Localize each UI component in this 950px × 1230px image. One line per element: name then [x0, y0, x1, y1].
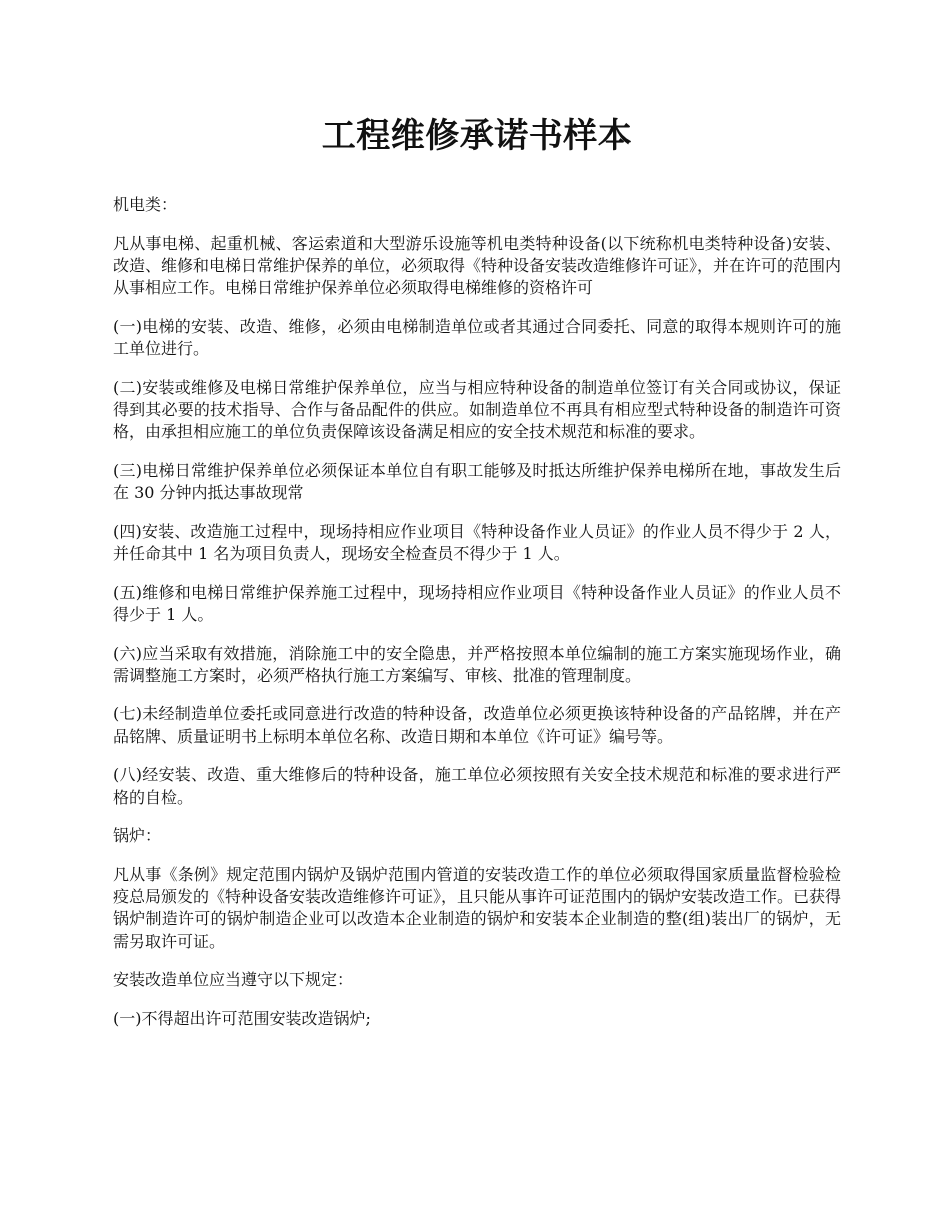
paragraph-item-8: (八)经安装、改造、重大维修后的特种设备，施工单位必须按照有关安全技术规范和标准的要求进行严格的自检。 — [113, 765, 841, 807]
paragraph-boiler-item-1: (一)不得超出许可范围安装改造锅炉; — [113, 1008, 371, 1028]
paragraph-item-5: (五)维修和电梯日常维护保养施工过程中，现场持相应作业项目《特种设备作业人员证》的作业人员不得少于 1 人。 — [113, 582, 841, 624]
document-title: 工程维修承诺书样本 — [321, 116, 633, 156]
paragraph-intro-boiler: 凡从事《条例》规定范围内锅炉及锅炉范围内管道的安装改造工作的单位必须取得国家质量监督检验检疫总局颁发的《特种设备安装改造维修许可证》，且只能从事许可证范围内的锅炉安装改造工作。已获得锅炉制造许可的锅炉制造企业可以改造本企业制造的锅炉和安装本企业制造的整(组)装出厂的锅炉，无需另取许可证。 — [113, 864, 842, 951]
section-heading-electromechanical: 机电类： — [113, 195, 178, 214]
paragraph-intro-electromechanical: 凡从事电梯、起重机械、客运索道和大型游乐设施等机电类特种设备(以下统称机电类特种设备)安装、改造、维修和电梯日常维护保养的单位，必须取得《特种设备安装改造维修许可证》，并在许可的范围内从事相应工作。电梯日常维护保养单位必须取得电梯维修的资格许可 — [113, 233, 842, 298]
paragraph-item-2: (二)安装或维修及电梯日常维护保养单位，应当与相应特种设备的制造单位签订有关合同或协议，保证得到其必要的技术指导、合作与备品配件的供应。如制造单位不再具有相应型式特种设备的制造许可资格，由承担相应施工的单位负责保障该设备满足相应的安全技术规范和标准的要求。 — [113, 377, 841, 442]
document-page — [113, 112, 841, 1047]
paragraph-boiler-rules-lead: 安装改造单位应当遵守以下规定： — [113, 970, 354, 990]
paragraph-item-3: (三)电梯日常维护保养单位必须保证本单位自有职工能够及时抵达所维护保养电梯所在地，事故发生后在 30 分钟内抵达事故现常 — [113, 460, 841, 503]
paragraph-item-7: (七)未经制造单位委托或同意进行改造的特种设备，改造单位必须更换该特种设备的产品铭牌，并在产品铭牌、质量证明书上标明本单位名称、改造日期和本单位《许可证》编号等。 — [113, 704, 841, 746]
paragraph-item-4: (四)安装、改造施工过程中，现场持相应作业项目《特种设备作业人员证》的作业人员不得少于 2 人，并任命其中 1 名为项目负责人，现场安全检查员不得少于 1 人。 — [113, 521, 841, 563]
paragraph-item-6: (六)应当采取有效措施，消除施工中的安全隐患，并严格按照本单位编制的施工方案实施现场作业，确需调整施工方案时，必须严格执行施工方案编写、审核、批准的管理制度。 — [113, 643, 841, 685]
section-heading-boiler: 锅炉： — [113, 826, 162, 846]
paragraph-item-1: (一)电梯的安装、改造、维修，必须由电梯制造单位或者其通过合同委托、同意的取得本规则许可的施工单位进行。 — [113, 316, 841, 359]
